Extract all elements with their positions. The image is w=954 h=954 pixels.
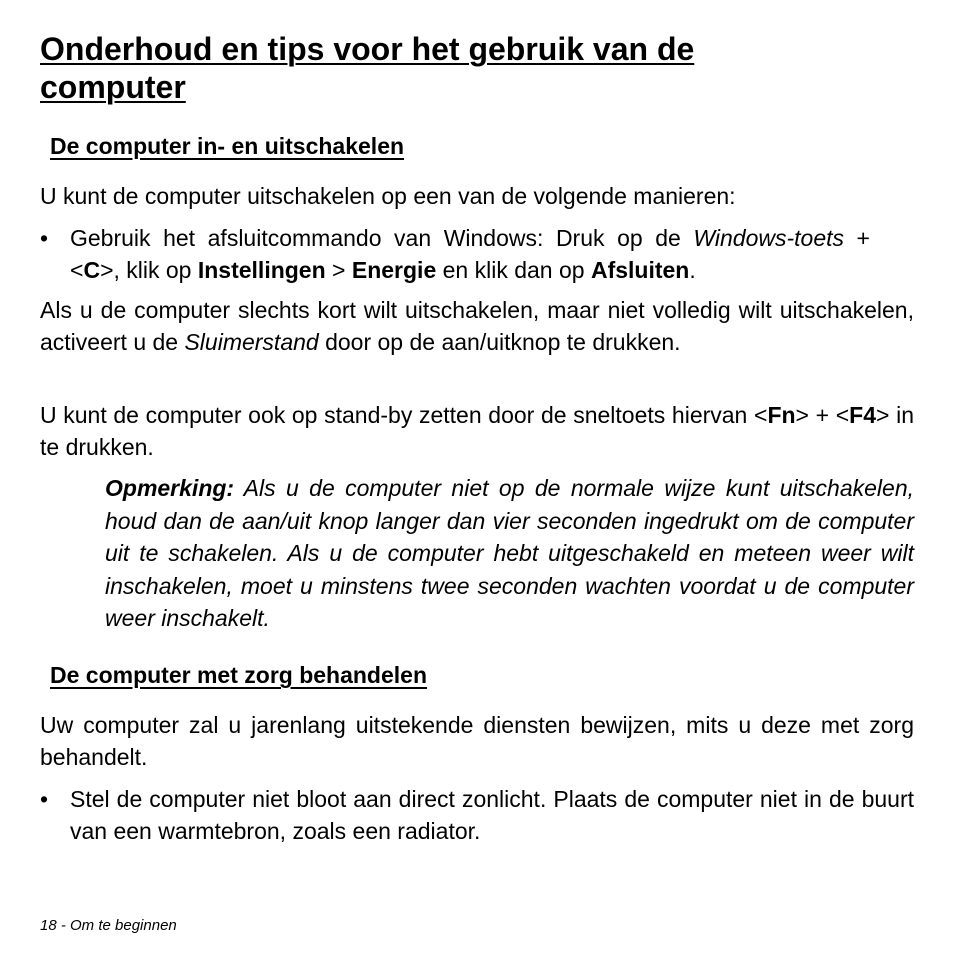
bullet-text-part: en klik dan op: [436, 257, 591, 283]
bullet-marker: •: [40, 225, 49, 251]
page-footer: 18 - Om te beginnen: [40, 917, 177, 934]
paragraph-text-part: > + <: [795, 402, 850, 428]
bullet-marker: •: [40, 786, 49, 812]
section-heading-power-text: De computer in- en uitschakelen: [50, 133, 405, 159]
sleep-mode-text: Sluimerstand: [184, 329, 319, 355]
windows-key-text: Windows-toets: [693, 225, 844, 251]
standby-paragraph: [40, 399, 914, 463]
bullet-text-part: >, klik op: [100, 257, 198, 283]
page-title: [40, 30, 800, 106]
paragraph-text-part: door op de aan/uitknop te drukken.: [318, 329, 681, 355]
shutdown-text: Afsluiten: [590, 257, 690, 283]
fn-key-text: Fn: [767, 402, 796, 428]
c-key-text: C: [83, 257, 101, 283]
section-heading-care: [50, 660, 427, 690]
care-intro-paragraph: Uw computer zal u jarenlang uitstekende diensten bewijzen, mits u deze met zorg behandelt.: [40, 712, 914, 770]
page-title-text: Onderhoud en tips voor het gebruik van de computer: [40, 31, 695, 105]
settings-text: Instellingen: [197, 257, 326, 283]
sunlight-bullet-text: Stel de computer niet bloot aan direct zonlicht. Plaats de computer niet in de buurt van een warmtebron, zoals een radiator.: [70, 786, 914, 844]
sleep-paragraph: [40, 294, 914, 358]
paragraph-text-part: > in te drukken.: [40, 402, 914, 460]
sunlight-bullet-item: [40, 783, 914, 847]
section-heading-power: [50, 131, 404, 161]
note-label: Opmerking:: [105, 475, 235, 501]
bullet-text-part: Gebruik het afsluitcommando van Windows: Druk op de: [70, 225, 694, 251]
paragraph-text-part: U kunt de computer ook op stand-by zetten door de sneltoets hiervan <: [40, 402, 768, 428]
shutdown-bullet-item: [40, 222, 870, 286]
bullet-text-part: >: [325, 257, 352, 283]
f4-key-text: F4: [849, 402, 876, 428]
section-heading-care-text: De computer met zorg behandelen: [50, 662, 428, 688]
paragraph-text-part: Als u de computer slechts kort wilt uitschakelen, maar niet volledig wilt uitschakelen, activeert u de: [40, 297, 914, 355]
note-block: [105, 472, 914, 635]
bullet-text-part: .: [689, 257, 696, 283]
bullet-text-part: + <: [70, 225, 870, 283]
power-text: Energie: [351, 257, 437, 283]
shutdown-bullet-text: [70, 222, 870, 286]
note-text: Als u de computer niet op de normale wijze kunt uitschakelen, houd dan de aan/uit knop langer dan vier seconden ingedrukt om de computer uit te schakelen. Als u de computer hebt uitgeschakeld en meteen weer wilt inschakelen, moet u minstens twee seconden wachten voordat u de computer weer inschakelt.: [105, 475, 914, 631]
power-intro-paragraph: U kunt de computer uitschakelen op een van de volgende manieren:: [40, 183, 736, 209]
